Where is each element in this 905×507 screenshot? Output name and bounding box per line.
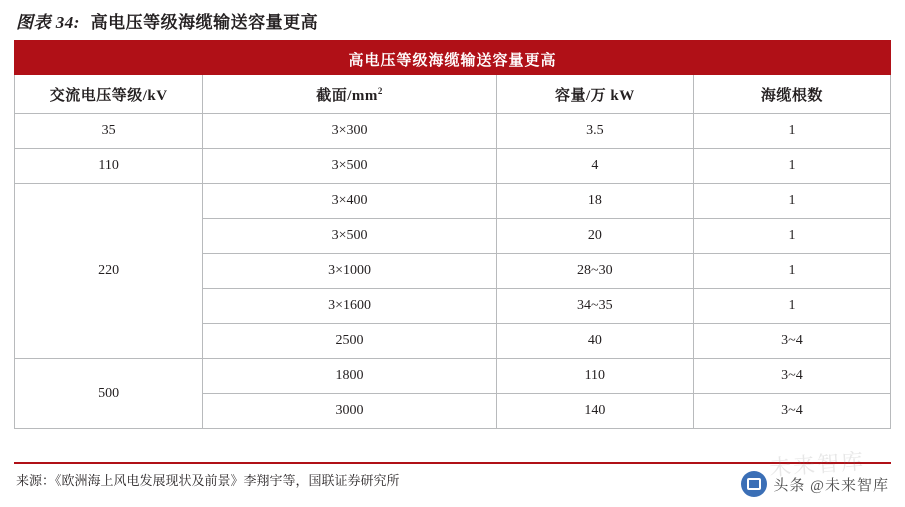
watermark-text: 未来智库 [824,477,889,494]
voltage-cell: 500 [15,359,203,429]
capacity-cell: 34~35 [496,289,693,324]
column-header-2 [496,75,693,114]
table-row [15,359,891,394]
table-banner-cell: 高电压等级海缆输送容量更高 [15,44,891,75]
column-header-0 [15,75,203,114]
source-divider [14,462,891,464]
cables-cell: 1 [693,149,890,184]
column-header-label-0: 交流电压等级/kV [49,87,168,104]
capacity-cell: 140 [496,394,693,429]
watermark-label [773,474,889,495]
column-header-label-1: 截面/mm [316,87,378,104]
cables-cell: 1 [693,254,890,289]
cables-cell: 1 [693,184,890,219]
capacity-cell: 110 [496,359,693,394]
page-title [16,8,318,33]
column-header-3 [693,75,890,114]
watermark-ghost: 未来智库 [768,448,866,481]
figure-number: 图表 34: [16,13,80,32]
voltage-cell: 110 [15,149,203,184]
cables-cell: 1 [693,289,890,324]
capacity-cell: 18 [496,184,693,219]
table-row [15,184,891,219]
capacity-cell: 3.5 [496,114,693,149]
table-row [15,114,891,149]
capacity-cell: 20 [496,219,693,254]
section-cell: 3×500 [203,219,496,254]
capacity-cell: 4 [496,149,693,184]
table-row [15,149,891,184]
figure-title-text: 高电压等级海缆输送容量更高 [90,13,319,32]
section-cell: 3×1600 [203,289,496,324]
section-cell: 3000 [203,394,496,429]
source-note: 来源：《欧洲海上风电发展现状及前景》李翔宇等，国联证券研究所 [16,473,400,488]
section-cell: 3×500 [203,149,496,184]
section-cell: 1800 [203,359,496,394]
column-header-1 [203,75,496,114]
cables-cell: 3~4 [693,394,890,429]
section-cell: 2500 [203,324,496,359]
section-cell: 3×300 [203,114,496,149]
cables-cell: 1 [693,219,890,254]
watermark-prefix: 头条 @ [773,477,825,494]
capacity-table [14,43,891,429]
column-header-sup-1: 2 [377,85,383,96]
table-banner-row [15,44,891,75]
cables-cell: 3~4 [693,359,890,394]
section-cell: 3×1000 [203,254,496,289]
capacity-cell: 28~30 [496,254,693,289]
table-header-row [15,75,891,114]
section-cell: 3×400 [203,184,496,219]
column-header-label-2: 容量/万 kW [554,87,635,104]
cables-cell: 3~4 [693,324,890,359]
column-header-label-3: 海缆根数 [760,87,823,104]
watermark [741,471,889,497]
voltage-cell: 35 [15,114,203,149]
watermark-logo-icon [741,471,767,497]
voltage-cell: 220 [15,184,203,359]
capacity-cell: 40 [496,324,693,359]
cables-cell: 1 [693,114,890,149]
